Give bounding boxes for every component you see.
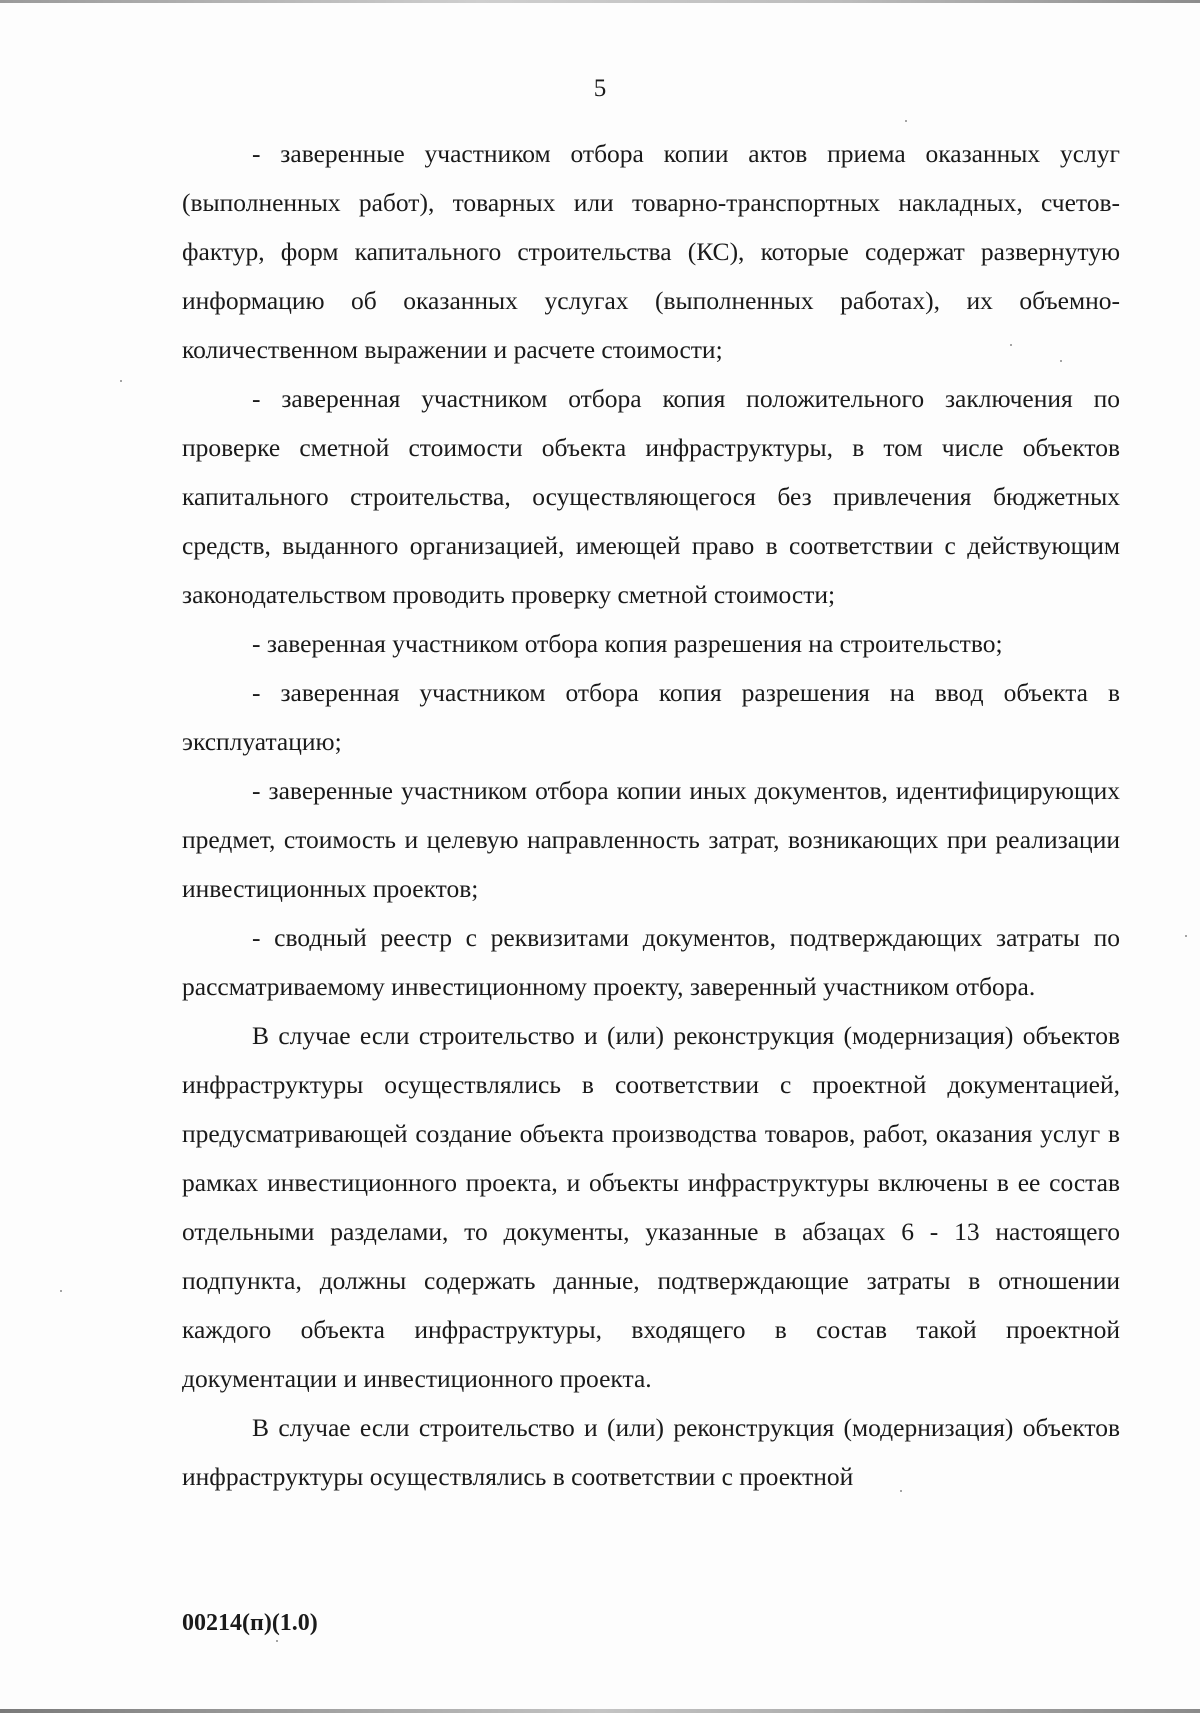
scan-speck (1060, 360, 1062, 362)
paragraph-positive-conclusion: - заверенная участником отбора копия положительного заключения по проверке сметной стоимости объекта инфраструктуры, в том числе объектов капитального строительства, осуществляющегося без привлечения бюджетных средств, выданного организацией, имеющей право в соответствии с действующим законодательством проводить проверку сметной стоимости; (182, 384, 1120, 609)
scan-speck (120, 380, 122, 382)
scan-bottom-edge (0, 1709, 1200, 1713)
paragraph-acts-copies: - заверенные участником отбора копии актов приема оказанных услуг (выполненных работ), товарных или товарно-транспортных накладных, счетов-фактур, форм капитального строительства (КС), которые содержат развернутую информацию об оказанных услугах (выполненных работах), их объемно-количественном выражении и расчете стоимости; (182, 139, 1120, 364)
paragraph-commissioning-permit: - заверенная участником отбора копия разрешения на ввод объекта в эксплуатацию; (182, 678, 1120, 756)
document-body (182, 129, 1120, 1501)
paragraph-construction-permit: - заверенная участником отбора копия разрешения на строительство; (252, 629, 1003, 658)
paragraph-summary-register: - сводный реестр с реквизитами документов, подтверждающих затраты по рассматриваемому инвестиционному проекту, заверенный участником отбора. (182, 923, 1120, 1001)
scan-speck (905, 120, 907, 122)
paragraph-project-documentation-case: В случае если строительство и (или) реконструкция (модернизация) объектов инфраструктуры осуществлялись в соответствии с проектной документацией, предусматривающей создание объекта производства товаров, работ, оказания услуг в рамках инвестиционного проекта, и объекты инфраструктуры включены в ее состав отдельными разделами, то документы, указанные в абзацах 6 - 13 настоящего подпункта, должны содержать данные, подтверждающие затраты в отношении каждого объекта инфраструктуры, входящего в состав такой проектной документации и инвестиционного проекта. (182, 1021, 1120, 1393)
page-number: 5 (593, 75, 607, 102)
scan-speck (1010, 344, 1012, 346)
scan-speck (900, 1490, 902, 1492)
scan-speck (1185, 935, 1187, 937)
document-code: 00214(п)(1.0) (182, 1610, 318, 1636)
scan-top-edge (0, 0, 1200, 3)
scan-speck (60, 1290, 62, 1292)
paragraph-project-documentation-case-continued: В случае если строительство и (или) реконструкция (модернизация) объектов инфраструктуры осуществлялись в соответствии с проектной (182, 1413, 1120, 1491)
scan-speck (276, 1640, 278, 1642)
paragraph-other-documents: - заверенные участником отбора копии иных документов, идентифицирующих предмет, стоимость и целевую направленность затрат, возникающих при реализации инвестиционных проектов; (182, 776, 1120, 903)
